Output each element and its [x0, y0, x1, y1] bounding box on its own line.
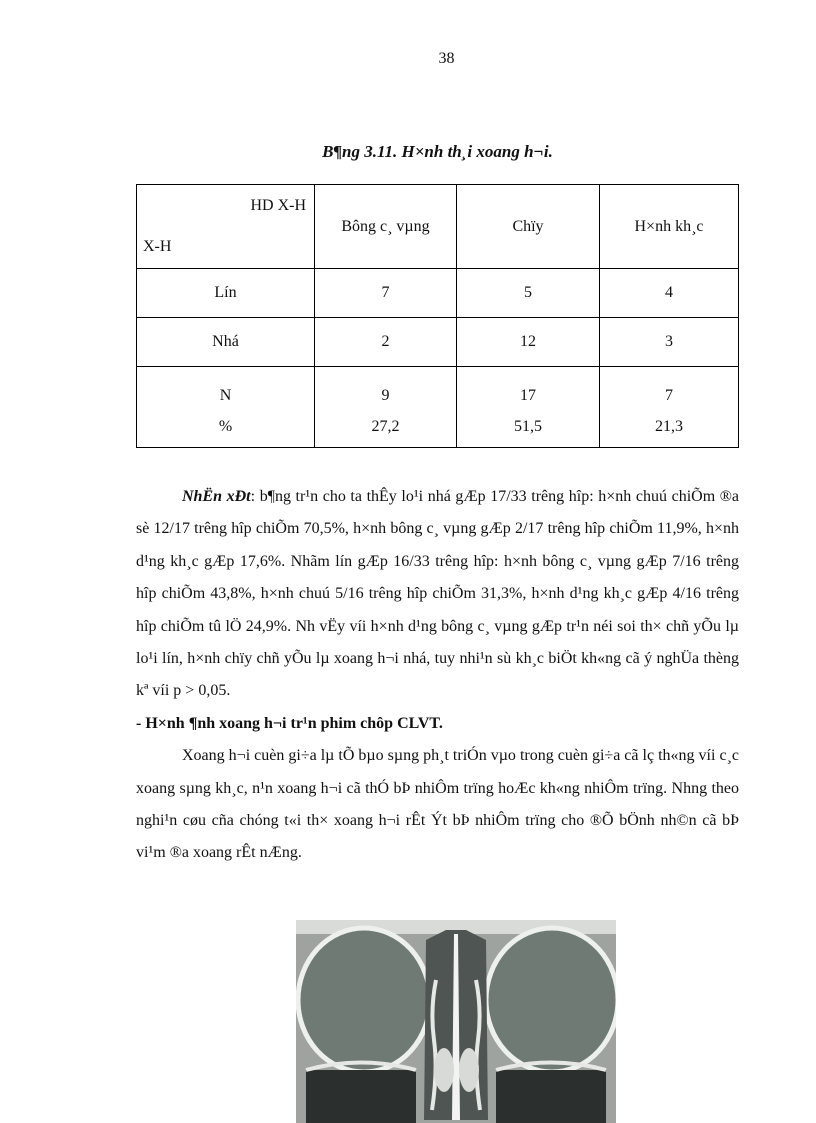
row-label: %: [137, 407, 315, 448]
table-row: [137, 318, 739, 367]
data-table: [136, 184, 739, 448]
corner-bottom-label: X-H: [143, 238, 172, 255]
row-label: Lín: [137, 269, 315, 318]
table-cell: 7: [600, 367, 739, 408]
table-cell: 7: [315, 269, 457, 318]
table-row: [137, 367, 739, 408]
row-label: Nhá: [137, 318, 315, 367]
column-header: H×nh kh¸c: [600, 185, 739, 269]
page-number: 38: [438, 50, 455, 67]
section-heading: - H×nh ¶nh xoang h¬i tr¹n phim chôp CLVT.: [136, 714, 443, 732]
table-cell: 51,5: [457, 407, 600, 448]
remarks-text: : b¶ng tr¹n cho ta thÊy lo¹i nhá gÆp 17/33 trêng hîp: h×nh chuú chiÕm ®a sè 12/17 trêng hîp chiÕm 70,5%, h×nh bông c¸ vµng gÆp 2/17 trêng hîp chiÕm 11,9%, h×nh d¹ng kh¸c gÆp 17,6%. Nhãm lín gÆp 16/33 trêng hîp: h×nh bông c¸ vµng gÆp 7/16 trêng hîp chiÕm 43,8%, h×nh chuú 5/16 trêng hîp chiÕm 31,3%, h×nh d¹ng kh¸c gÆp 4/16 trêng hîp chiÕm tû lÖ 24,9%. Nh vËy víi h×nh d¹ng bông c¸ vµng gÆp tr¹n néi soi th× chñ yÕu lµ lo¹i lín, h×nh chïy chñ yÕu lµ xoang h¬i nhá, tuy nhi¹n sù kh¸c biÖt kh«ng cã ý nghÜa thèng kª víi p > 0,05.: [136, 488, 739, 700]
ct-scan-image: [296, 920, 616, 1123]
table-cell: 4: [600, 269, 739, 318]
table-cell: 3: [600, 318, 739, 367]
table-cell: 17: [457, 367, 600, 408]
paragraph-body: Xoang h¬i cuèn gi÷a lµ tÕ bµo sµng ph¸t triÓn vµo trong cuèn gi÷a cã lç th«ng víi c¸c xoang sµng kh¸c, n¹n xoang h¬i cã thÓ bÞ nhiÔm trïng hoÆc kh«ng nhiÔm trïng. Nhng theo nghi¹n cøu cña chóng t«i th× xoang h¬i rÊt Ýt bÞ nhiÔm trïng cho ®Õ bÖnh nh©n cã bÞ vi¹m ®a xoang rÊt nÆng.: [136, 747, 739, 862]
table-cell: 2: [315, 318, 457, 367]
table-cell: 9: [315, 367, 457, 408]
table-cell: 5: [457, 269, 600, 318]
table-cell: 21,3: [600, 407, 739, 448]
remarks-lead: NhËn xÐt: [182, 488, 251, 505]
table-caption: B¶ng 3.11. H×nh th¸i xoang h¬i.: [322, 142, 553, 161]
body-text: [136, 481, 739, 870]
paragraph-remarks: [136, 481, 739, 708]
table-cell: 27,2: [315, 407, 457, 448]
table-cell: 12: [457, 318, 600, 367]
row-label: N: [137, 367, 315, 408]
corner-header-cell: [137, 185, 315, 269]
column-header: Bông c¸ vµng: [315, 185, 457, 269]
table-header-row: [137, 185, 739, 269]
table-row: [137, 407, 739, 448]
column-header: Chïy: [457, 185, 600, 269]
corner-top-label: HD X-H: [250, 197, 306, 214]
table-row: [137, 269, 739, 318]
